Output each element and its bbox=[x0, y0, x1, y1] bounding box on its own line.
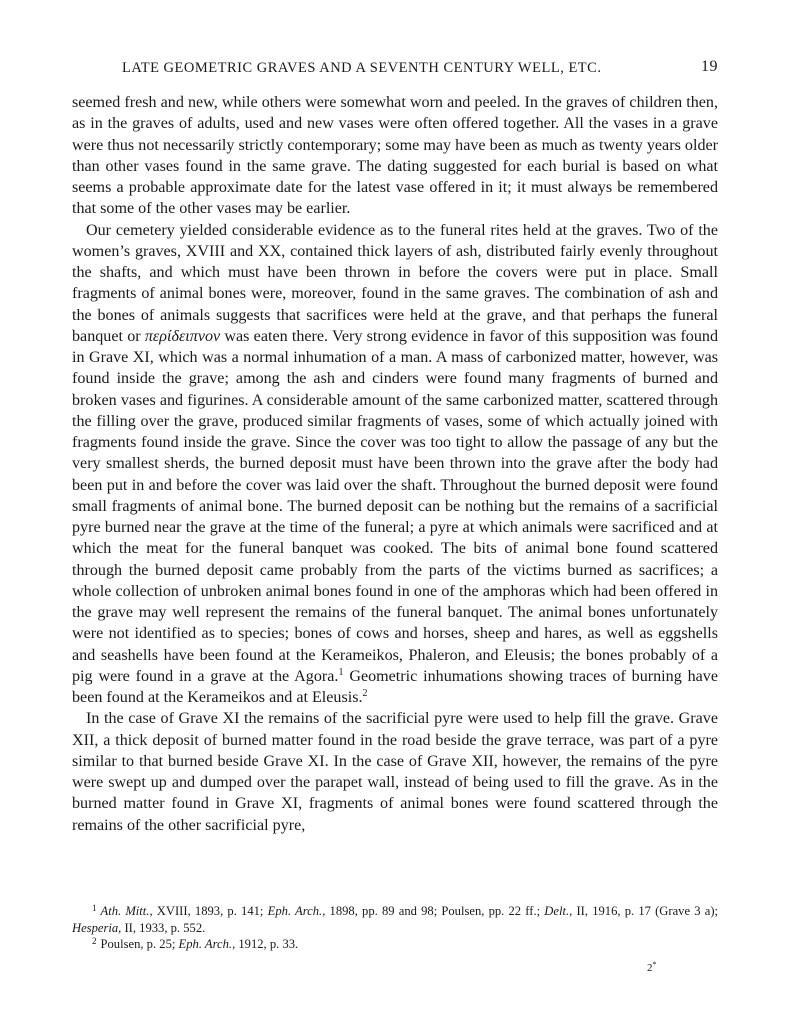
signature-star: * bbox=[652, 960, 657, 969]
page-number: 19 bbox=[701, 58, 718, 75]
footnote-ref-2[interactable]: 2 bbox=[362, 688, 368, 699]
paragraph-2-text-b: was eaten there. Very strong evidence in favor of this supposition was found in Grave XI, which was a normal inhumation of a man. A mass of carbonized matter, however, was found inside the grave; among the ash and cinders were found many fragments of burned and broken vases and figurines. A considerable amount of the same carbonized matter, scattered through the filling over the grave, produced similar fragments of vases, some of which actually joined with fragments found inside the grave. Since the cover was too tight to allow the passage of any but the very smallest sherds, the burned deposit must have been thrown into the grave after the body had been put in and before the cover was laid over the shaft. Throughout the burned deposit were found small fragments of animal bone. The burned deposit can be nothing but the remains of a sacrificial pyre burned near the grave at the time of the funeral; a pyre at which animals were sacrificed and at which the meat for the funeral banquet was cooked. The bits of animal bone found scattered through the burned deposit came probably from the parts of the victims burned as sacrifices; a whole collection of unbroken animal bones found in one of the amphoras which had been offered in the grave may well represent the remains of the funeral banquet. The animal bones unfortunately were not identified as to species; bones of cows and horses, sheep and hares, as well as eggshells and seashells have been found at the Kerameikos, Phaleron, and Eleusis; the bones probably of a pig were found in a grave at the Agora. bbox=[72, 327, 718, 685]
page bbox=[72, 52, 718, 836]
footnote-2 bbox=[72, 936, 718, 953]
footnote-1-text-a: , XVIII, 1893, p. 141; bbox=[149, 904, 264, 918]
body-text bbox=[72, 92, 718, 836]
paragraph-2 bbox=[72, 220, 718, 709]
signature-number: 2 bbox=[647, 962, 653, 974]
footnote-1-number: 1 bbox=[92, 903, 97, 913]
footnote-1-cite-ath-mitt: Ath. Mitt. bbox=[100, 904, 150, 918]
footnote-1-cite-delt: Delt. bbox=[544, 904, 570, 918]
footnote-ref-1[interactable]: 1 bbox=[338, 666, 344, 678]
footnote-1-text-c: , II, 1916, p. 17 (Grave 3 a); bbox=[569, 904, 719, 918]
paragraph-1-text: seemed fresh and new, while others were somewhat worn and peeled. In the graves of children then, as in the graves of adults, used and new vases were often offered together. All the vases in a grave were thus not necessarily strictly contemporary; some may have been as much as twenty years older than other vases found in the same grave. The dating suggested for each burial is based on what seems a probable approximate date for the latest vase offered in it; it must always be remembered that some of the other vases may be earlier. bbox=[72, 94, 718, 218]
footnote-1-text-d: , II, 1933, p. 552. bbox=[118, 920, 206, 935]
paragraph-2-text-c: Geometric inhumations showing traces of burning have been found at the Kerameikos and at Eleusis. bbox=[72, 667, 718, 706]
running-header bbox=[72, 52, 718, 78]
footnote-1 bbox=[72, 903, 718, 936]
paragraph-3 bbox=[72, 708, 718, 836]
paragraph-1 bbox=[72, 92, 718, 220]
paragraph-2-text-a: Our cemetery yielded considerable evidence as to the funeral rites held at the graves. Two of the women’s graves, XVIII and XX, contained thick layers of ash, distributed fairly evenly throughout the shafts, and which must have been thrown in before the covers were put in place. Small fragments of animal bones were, moreover, found in the same graves. The combination of ash and the bones of animals suggests that sacrifices were held at the grave, and that perhaps the funeral banquet or bbox=[72, 221, 718, 345]
footnote-2-number: 2 bbox=[92, 936, 97, 946]
footnote-2-cite-eph-arch: Eph. Arch. bbox=[178, 937, 233, 951]
footnotes bbox=[72, 903, 718, 953]
signature-mark bbox=[647, 962, 657, 974]
running-title: LATE GEOMETRIC GRAVES AND A SEVENTH CENTURY WELL, ETC. bbox=[122, 60, 602, 76]
paragraph-3-text: In the case of Grave XI the remains of the sacrificial pyre were used to help fill the grave. Grave XII, a thick deposit of burned matter found in the road beside the grave terrace, was part of a pyre similar to that burned beside Grave XI. In the case of Grave XII, however, the remains of the pyre were swept up and dumped over the parapet wall, instead of being used to fill the grave. As in the burned matter found in Grave XI, fragments of animal bones were found scattered through the remains of the other sacrificial pyre, bbox=[72, 710, 718, 834]
footnote-2-text-a: Poulsen, p. 25; bbox=[100, 937, 176, 951]
footnote-2-text-b: , 1912, p. 33. bbox=[232, 937, 299, 951]
footnote-1-cite-hesperia: Hesperia bbox=[72, 920, 119, 935]
greek-term: περίδειπνον bbox=[144, 327, 221, 345]
footnote-1-text-b: , 1898, pp. 89 and 98; Poulsen, pp. 22 ff.; bbox=[322, 904, 541, 918]
footnote-1-cite-eph-arch: Eph. Arch. bbox=[267, 904, 323, 918]
